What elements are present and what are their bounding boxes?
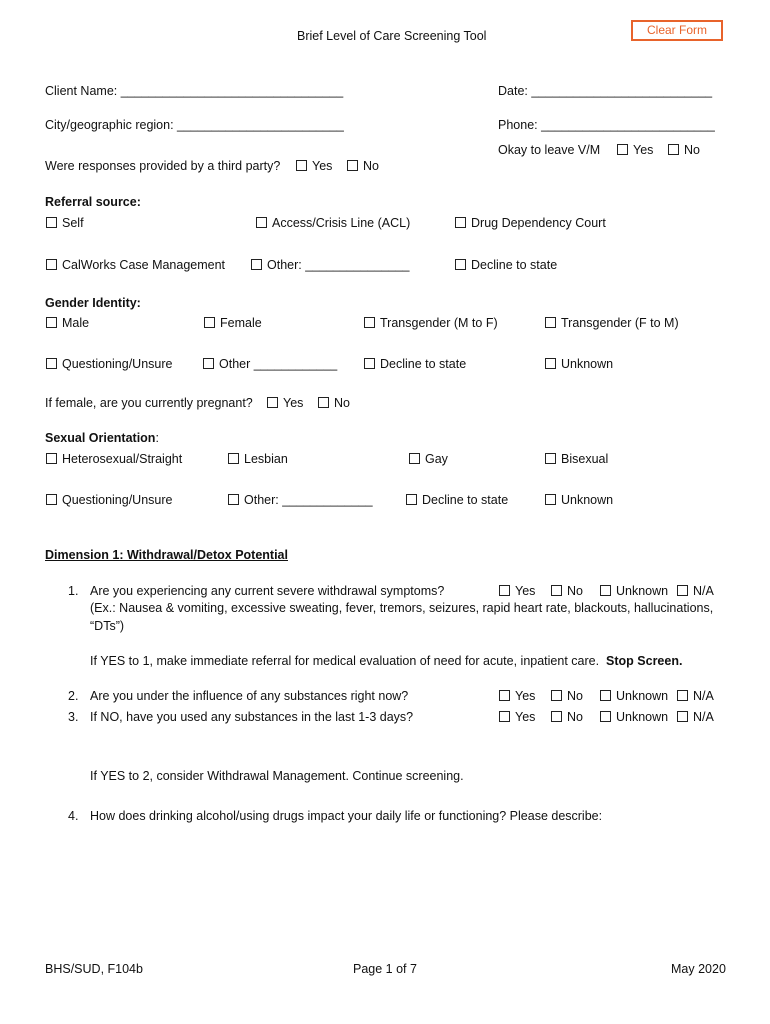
dimension1-heading: Dimension 1: Withdrawal/Detox Potential	[45, 548, 288, 562]
q2-na[interactable]: N/A	[677, 689, 714, 703]
referral-option[interactable]: CalWorks Case Management	[46, 258, 225, 272]
checkbox[interactable]	[251, 259, 262, 270]
date-field[interactable]: Date: __________________________	[498, 84, 713, 98]
checkbox[interactable]	[499, 711, 510, 722]
checkbox[interactable]	[228, 453, 239, 464]
q1-note: If YES to 1, make immediate referral for medical evaluation of need for acute, inpatient care. Stop Screen.	[90, 654, 683, 668]
checkbox[interactable]	[296, 160, 307, 171]
gender-option[interactable]: Female	[204, 316, 262, 330]
checkbox[interactable]	[600, 711, 611, 722]
page-number: Page 1 of 7	[353, 962, 417, 976]
third-party-label: Were responses provided by a third party?	[45, 159, 281, 173]
q4-number: 4.	[68, 809, 79, 823]
tp-yes-option[interactable]: Yes	[296, 159, 332, 173]
gender-option[interactable]: Decline to state	[364, 357, 466, 371]
orientation-option[interactable]: Bisexual	[545, 452, 608, 466]
checkbox[interactable]	[204, 317, 215, 328]
voicemail-label: Okay to leave V/M	[498, 143, 601, 157]
checkbox[interactable]	[228, 494, 239, 505]
checkbox[interactable]	[364, 358, 375, 369]
gender-option[interactable]: Unknown	[545, 357, 613, 371]
checkbox[interactable]	[46, 358, 57, 369]
checkbox[interactable]	[267, 397, 278, 408]
referral-option[interactable]: Other: _______________	[251, 258, 410, 272]
footer-date: May 2020	[671, 962, 726, 976]
page-title: Brief Level of Care Screening Tool	[297, 29, 487, 43]
checkbox[interactable]	[347, 160, 358, 171]
checkbox[interactable]	[551, 585, 562, 596]
q2-unknown[interactable]: Unknown	[600, 689, 668, 703]
pregnant-no-option[interactable]: No	[318, 396, 350, 410]
checkbox[interactable]	[545, 358, 556, 369]
gender-option[interactable]: Questioning/Unsure	[46, 357, 172, 371]
referral-option[interactable]: Drug Dependency Court	[455, 216, 606, 230]
checkbox[interactable]	[545, 494, 556, 505]
orientation-option[interactable]: Gay	[409, 452, 448, 466]
gender-option[interactable]: Transgender (F to M)	[545, 316, 679, 330]
q3-na[interactable]: N/A	[677, 710, 714, 724]
q1-text: Are you experiencing any current severe withdrawal symptoms?	[90, 584, 445, 598]
tp-no-option[interactable]: No	[347, 159, 379, 173]
checkbox[interactable]	[455, 217, 466, 228]
q2-note: If YES to 2, consider Withdrawal Management. Continue screening.	[90, 769, 464, 783]
phone-field[interactable]: Phone: _________________________	[498, 118, 715, 132]
checkbox[interactable]	[600, 690, 611, 701]
checkbox[interactable]	[46, 217, 57, 228]
checkbox[interactable]	[318, 397, 329, 408]
region-field[interactable]: City/geographic region: ________________________	[45, 118, 344, 132]
checkbox[interactable]	[677, 690, 688, 701]
pregnant-label: If female, are you currently pregnant?	[45, 396, 253, 410]
q1-detail: (Ex.: Nausea & vomiting, excessive sweating, fever, tremors, seizures, rapid heart rate, blackouts, hallucinations,	[90, 601, 714, 615]
referral-option[interactable]: Decline to state	[455, 258, 557, 272]
client-name-field[interactable]: Client Name: ________________________________	[45, 84, 344, 98]
checkbox[interactable]	[600, 585, 611, 596]
stop-screen-text: Stop Screen.	[606, 654, 683, 668]
orientation-option[interactable]: Lesbian	[228, 452, 288, 466]
referral-option[interactable]: Access/Crisis Line (ACL)	[256, 216, 410, 230]
q3-number: 3.	[68, 710, 79, 724]
gender-option[interactable]: Male	[46, 316, 89, 330]
q3-text: If NO, have you used any substances in the last 1-3 days?	[90, 710, 414, 724]
checkbox[interactable]	[617, 144, 628, 155]
referral-heading: Referral source:	[45, 195, 141, 209]
checkbox[interactable]	[203, 358, 214, 369]
checkbox[interactable]	[406, 494, 417, 505]
q1-number: 1.	[68, 584, 79, 598]
checkbox[interactable]	[499, 585, 510, 596]
gender-heading: Gender Identity:	[45, 296, 141, 310]
gender-option[interactable]: Transgender (M to F)	[364, 316, 498, 330]
checkbox[interactable]	[46, 453, 57, 464]
clear-form-button[interactable]: Clear Form	[631, 20, 723, 41]
checkbox[interactable]	[545, 317, 556, 328]
pregnant-yes-option[interactable]: Yes	[267, 396, 303, 410]
q2-yes[interactable]: Yes	[499, 689, 535, 703]
vm-yes-option[interactable]: Yes	[617, 143, 653, 157]
q2-text: Are you under the influence of any substances right now?	[90, 689, 409, 703]
q1-na[interactable]: N/A	[677, 584, 714, 598]
orientation-option[interactable]: Other: _____________	[228, 493, 373, 507]
q3-yes[interactable]: Yes	[499, 710, 535, 724]
referral-option[interactable]: Self	[46, 216, 84, 230]
q1-no[interactable]: No	[551, 584, 583, 598]
checkbox[interactable]	[455, 259, 466, 270]
checkbox[interactable]	[551, 690, 562, 701]
checkbox[interactable]	[677, 585, 688, 596]
q3-no[interactable]: No	[551, 710, 583, 724]
q2-number: 2.	[68, 689, 79, 703]
form-id: BHS/SUD, F104b	[45, 962, 143, 976]
q3-unknown[interactable]: Unknown	[600, 710, 668, 724]
q2-no[interactable]: No	[551, 689, 583, 703]
checkbox[interactable]	[364, 317, 375, 328]
checkbox[interactable]	[409, 453, 420, 464]
orientation-option[interactable]: Decline to state	[406, 493, 508, 507]
q4-text: How does drinking alcohol/using drugs impact your daily life or functioning? Please describe:	[90, 809, 603, 823]
checkbox[interactable]	[46, 259, 57, 270]
q1-yes[interactable]: Yes	[499, 584, 535, 598]
q1-detail-continued: “DTs”)	[90, 619, 125, 633]
checkbox[interactable]	[46, 494, 57, 505]
checkbox[interactable]	[677, 711, 688, 722]
checkbox[interactable]	[499, 690, 510, 701]
orientation-option[interactable]: Questioning/Unsure	[46, 493, 172, 507]
orientation-heading: Sexual Orientation:	[45, 431, 159, 445]
gender-option[interactable]: Other ____________	[203, 357, 337, 371]
orientation-option[interactable]: Unknown	[545, 493, 613, 507]
vm-no-option[interactable]: No	[668, 143, 700, 157]
checkbox[interactable]	[551, 711, 562, 722]
checkbox[interactable]	[46, 317, 57, 328]
checkbox[interactable]	[668, 144, 679, 155]
q1-unknown[interactable]: Unknown	[600, 584, 668, 598]
checkbox[interactable]	[256, 217, 267, 228]
checkbox[interactable]	[545, 453, 556, 464]
orientation-option[interactable]: Heterosexual/Straight	[46, 452, 182, 466]
